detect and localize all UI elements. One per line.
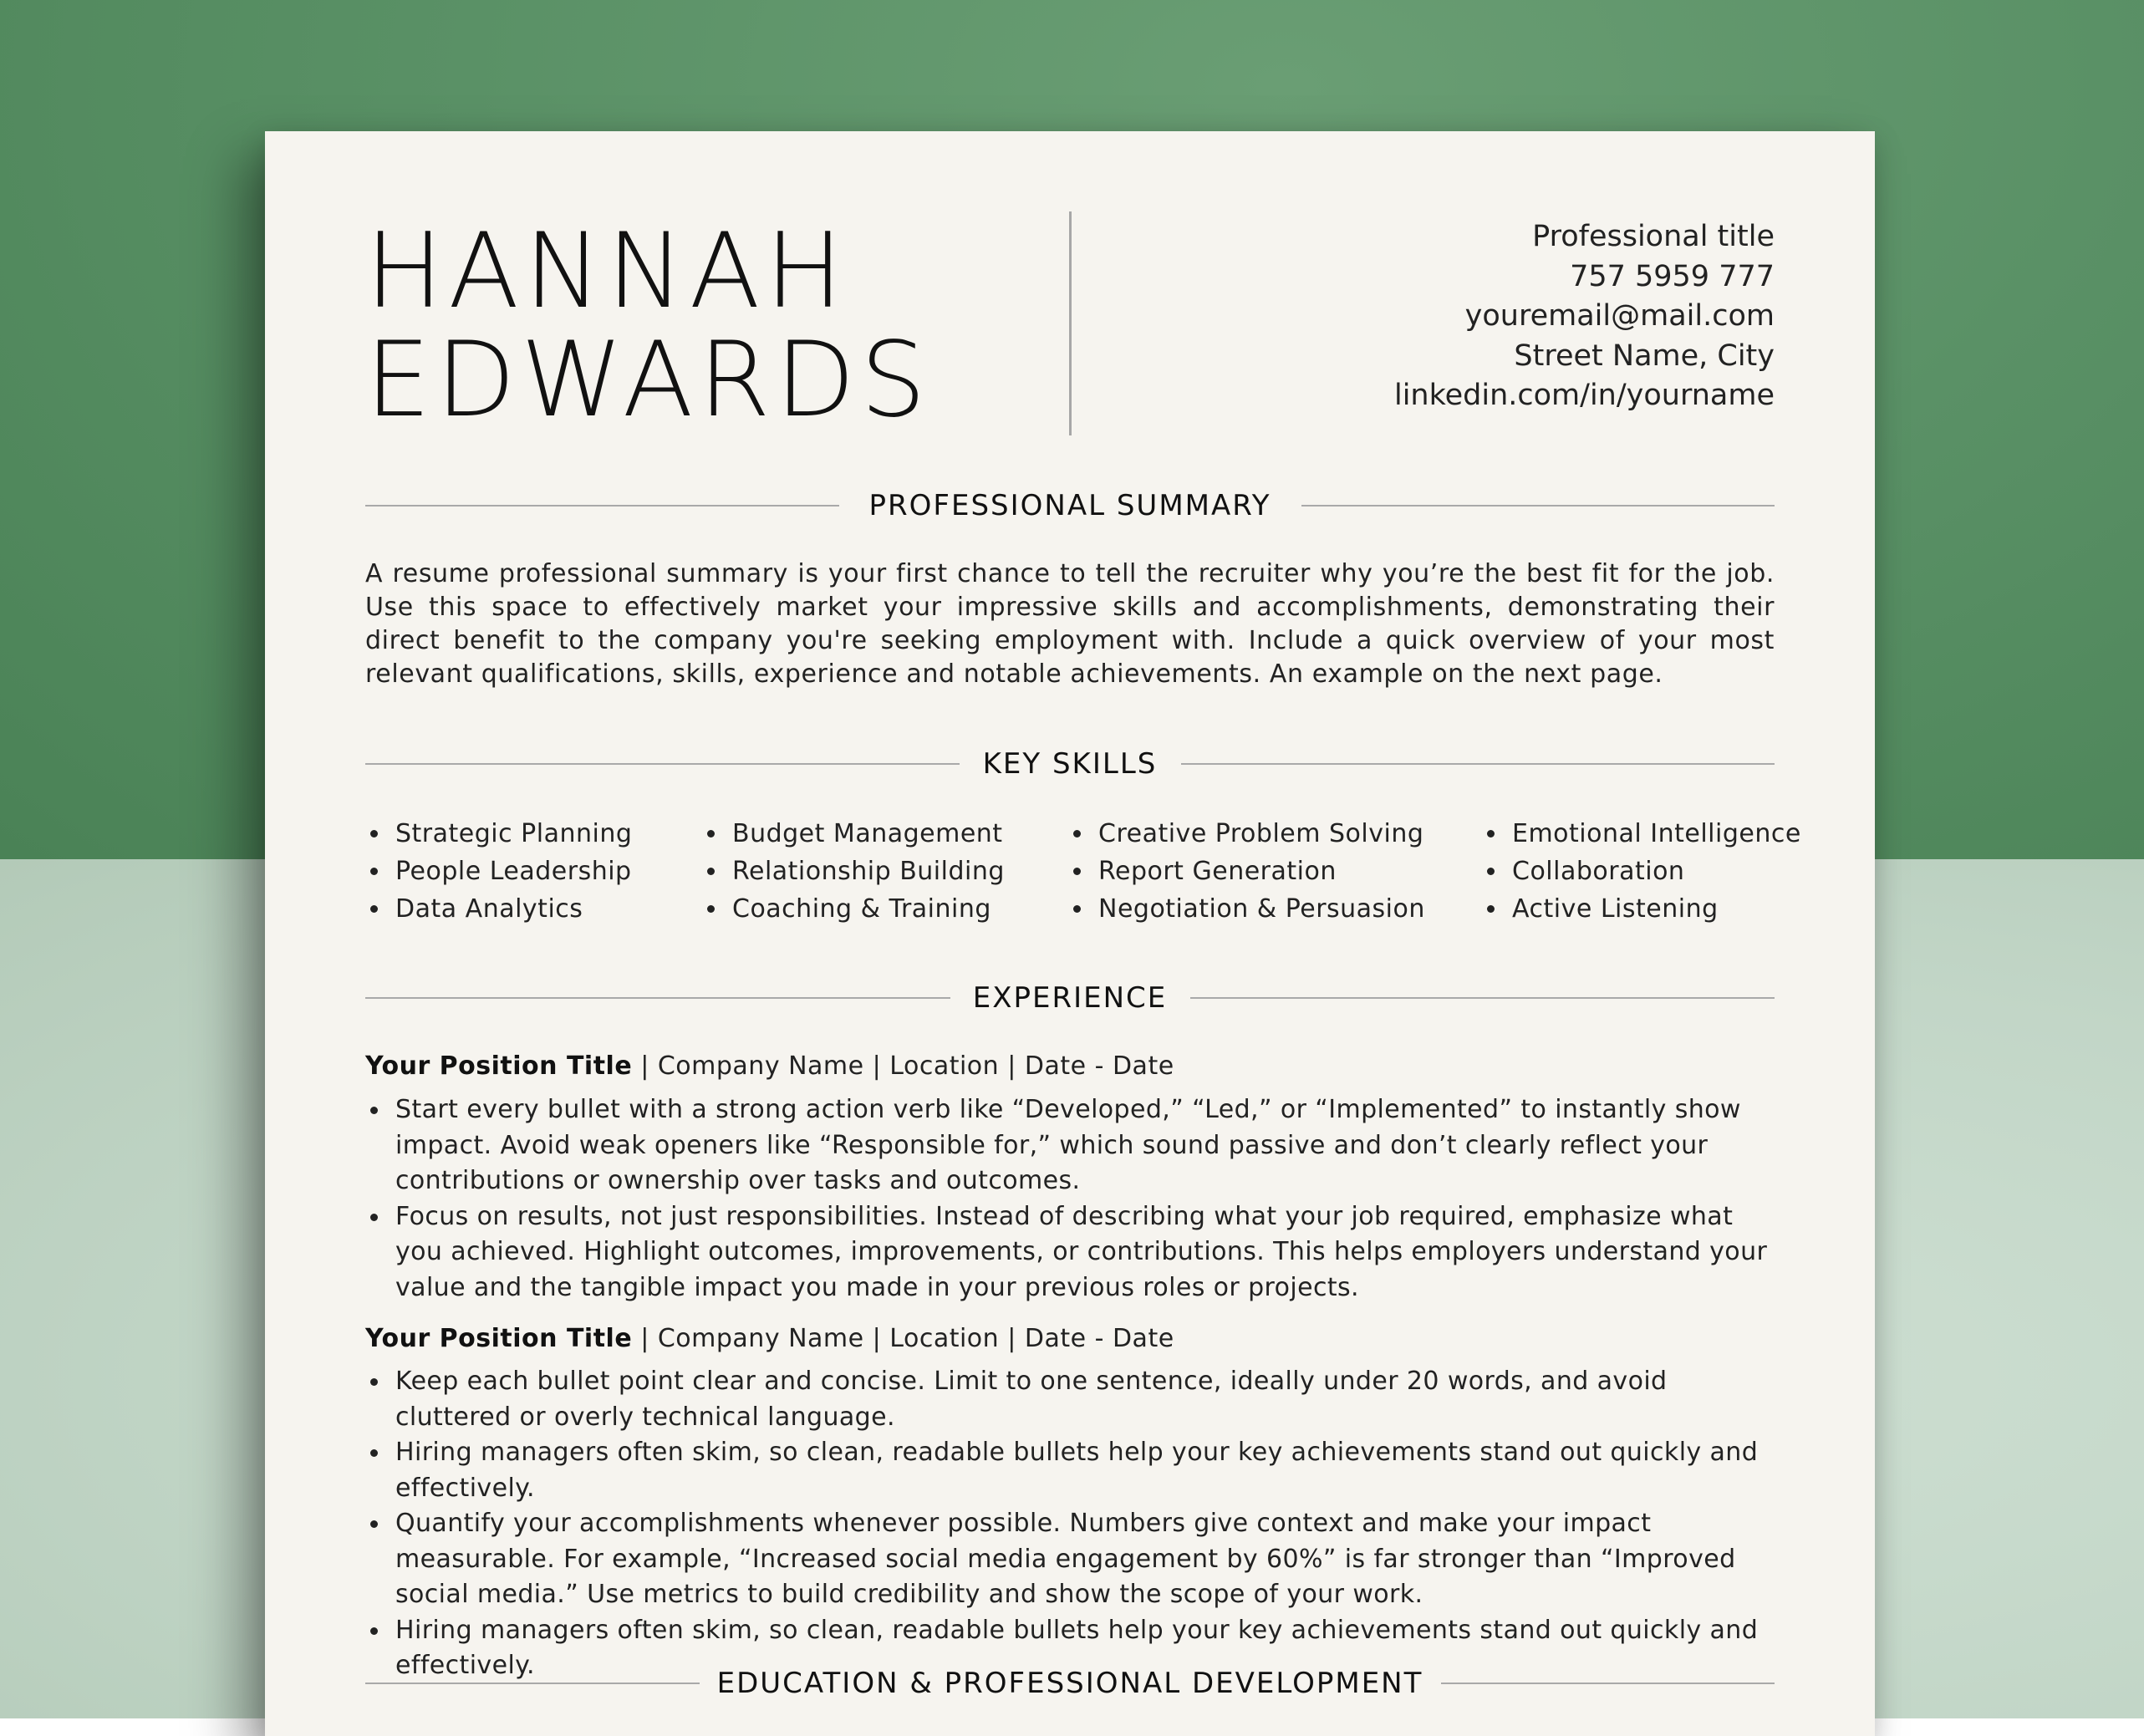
email-address: youremail@mail.com [1464, 299, 1775, 333]
skills-column [1068, 815, 1425, 928]
job-details: | Company Name | Location | Date - Date [632, 1324, 1174, 1353]
professional-title: Professional title [1532, 220, 1775, 253]
summary-text: A resume professional summary is your first chance to tell the recruiter why you’re the best fit for the job. Use this space to effectively market your impressive skills and accomplishments, demonstrating their direct benefit to the company you're seeking employment with. Include a quick overview of your most relevant qualifications, skills, experience and notable achievements. An example on the next page. [365, 559, 1775, 689]
experience-heading [365, 977, 1775, 1019]
resume-page [265, 131, 1875, 1736]
skill-item: People Leadership [365, 853, 632, 890]
education-heading [365, 1662, 1775, 1704]
phone-number: 757 5959 777 [1570, 259, 1775, 293]
job-bullet: Quantify your accomplishments whenever possible. Numbers give context and make your impact measurable. For example, “Increased social media engagement by 60%” is far stronger than “Improved social media.” Use metrics to build credibility and show the scope of your work. [365, 1506, 1775, 1613]
job-details: | Company Name | Location | Date - Date [632, 1051, 1174, 1081]
job-header [365, 1050, 1775, 1083]
summary-heading [365, 485, 1775, 527]
position-title: Your Position Title [365, 1324, 633, 1353]
job-bullets [365, 1364, 1775, 1684]
skills-column [365, 815, 632, 928]
position-title: Your Position Title [365, 1051, 633, 1081]
job-header [365, 1322, 1775, 1356]
skills-column [1482, 815, 1801, 928]
job-bullet: Start every bullet with a strong action verb like “Developed,” “Led,” or “Implemented” to instantly show impact. Avoid weak openers like “Responsible for,” which sound passive and don’t clearly reflect your contributions or ownership over tasks and outcomes. [365, 1092, 1775, 1199]
job-bullet: Focus on results, not just responsibilities. Instead of describing what your job required, emphasize what you achieved. Highlight outcomes, improvements, or contributions. This helps employers understand your value and the tangible impact you made in your previous roles or projects. [365, 1199, 1775, 1306]
job-bullet: Keep each bullet point clear and concise. Limit to one sentence, ideally under 20 words, and avoid cluttered or overly technical language. [365, 1364, 1775, 1435]
skill-item: Negotiation & Persuasion [1068, 890, 1425, 928]
skills-grid [365, 815, 1801, 940]
section-title: EDUCATION & PROFESSIONAL DEVELOPMENT [716, 1667, 1423, 1700]
contact-block [1394, 217, 1775, 416]
skill-item: Data Analytics [365, 890, 632, 928]
job-bullet: Hiring managers often skim, so clean, readable bullets help your key achievements stand out quickly and effectively. [365, 1613, 1775, 1684]
street-address: Street Name, City [1514, 339, 1775, 373]
skills-column [702, 815, 1005, 928]
skill-item: Creative Problem Solving [1068, 815, 1425, 853]
skill-item: Budget Management [702, 815, 1005, 853]
section-title: EXPERIENCE [972, 981, 1168, 1015]
skill-item: Collaboration [1482, 853, 1801, 890]
header-divider [1069, 211, 1072, 435]
job-bullets [365, 1092, 1775, 1306]
skill-item: Emotional Intelligence [1482, 815, 1801, 853]
skill-item: Active Listening [1482, 890, 1801, 928]
skill-item: Report Generation [1068, 853, 1425, 890]
name-line-last: EDWARDS [365, 320, 931, 440]
job-bullet: Hiring managers often skim, so clean, readable bullets help your key achievements stand out quickly and effectively. [365, 1435, 1775, 1506]
section-title: PROFESSIONAL SUMMARY [868, 489, 1271, 522]
skill-item: Relationship Building [702, 853, 1005, 890]
skill-item: Coaching & Training [702, 890, 1005, 928]
resume-name [365, 211, 931, 440]
skills-heading [365, 743, 1775, 785]
section-title: KEY SKILLS [982, 747, 1158, 781]
name-line-first: HANNAH [365, 211, 848, 332]
skill-item: Strategic Planning [365, 815, 632, 853]
linkedin-url: linkedin.com/in/yourname [1393, 379, 1775, 412]
